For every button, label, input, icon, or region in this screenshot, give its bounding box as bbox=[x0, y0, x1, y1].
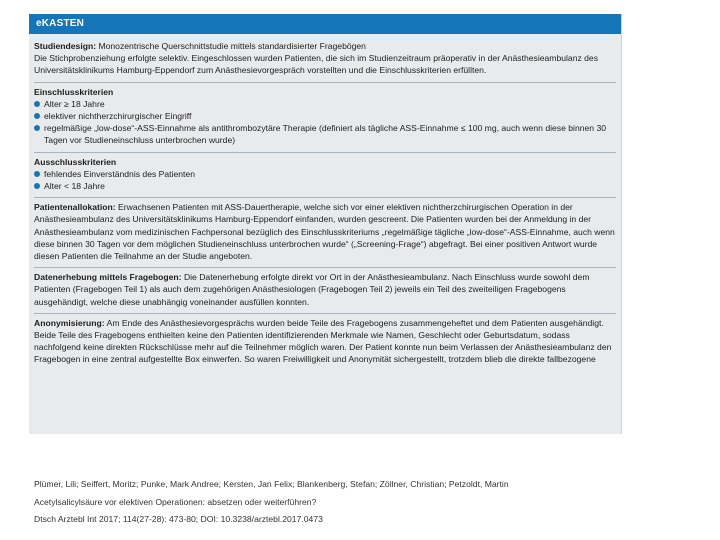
section-text: Erwachsenen Patienten mit ASS-Dauertherapie, welche sich vor einer elektiven nichtherzchirurgischen Operation in der Anästhesieambulanz des Universitätsklinikums Hamburg-Eppendorf einfanden, wurden gescreent. Die Patienten wurden bei der Anmeldung in der Anästhesieambulanz vom medizinischen Fachpersonal bezüglich des Einschlusskriteriums „regelmäßige tägliche „low-dose“-ASS-Einnahme, auch wenn diese binnen 30 Tagen vor dem möglichen Studieneinschluss unterbrochen wurde“ („Screening-Frage“) abgefragt. Bei einer positiven Antwort wurde diesen Patienten die Teilnahme an der Studie angeboten. bbox=[34, 202, 615, 262]
ekasten-body bbox=[29, 34, 621, 371]
list-item: regelmäßige „low-dose“-ASS-Einnahme als antithrombozytäre Therapie (definiert als tägliche ASS-Einnahme ≤ 100 mg, auch wenn diese binnen 30 Tagen vor Studieneinschluss unterbrochen wurde) bbox=[34, 122, 616, 146]
section-text: Monozentrische Querschnittstudie mittels standardisierter Fragebögen Die Stichprobenziehung erfolgte selektiv. Eingeschlossen wurden Patienten, die sich im Studienzeitraum präoperativ in der Anästhesieambulanz des Universitätsklinikums Hamburg-Eppendorf zum Anästhesievorgespräch vorstellten und die Einschlusskriterien erfüllten. bbox=[34, 41, 599, 76]
list-item: fehlendes Einverständnis des Patienten bbox=[34, 168, 616, 180]
citation bbox=[34, 476, 694, 529]
section-title: Patientenallokation: bbox=[34, 202, 116, 213]
ekasten-header: eKASTEN bbox=[29, 14, 621, 34]
section-patientenallokation bbox=[34, 198, 616, 268]
bullet-icon bbox=[34, 113, 40, 119]
section-einschlusskriterien bbox=[34, 83, 616, 153]
section-title: Anonymisierung: bbox=[34, 317, 105, 328]
section-title: Datenerhebung mittels Fragebogen: bbox=[34, 272, 182, 283]
list-item: Alter < 18 Jahre bbox=[34, 180, 616, 192]
citation-title: Acetylsalicylsäure vor elektiven Operationen: absetzen oder weiterführen? bbox=[34, 496, 317, 507]
bullet-list bbox=[34, 168, 616, 192]
ekasten-box bbox=[29, 14, 622, 434]
list-item: elektiver nichtherzchirurgischer Eingriff bbox=[34, 110, 616, 122]
bullet-icon bbox=[34, 171, 40, 177]
section-title: Einschlusskriterien bbox=[34, 86, 114, 97]
section-studiendesign bbox=[34, 37, 616, 83]
section-text: Am Ende des Anästhesievorgesprächs wurden beide Teile des Fragebogens zusammengeheftet und dem Patienten ausgehändigt. Beide Teile des Fragebogens enthielten keine den Patienten identifizierenden Merkmale wie Namen, Geschlecht oder Geburtsdatum, sodass nachfolgend keine direkten Rückschlüsse mehr auf die Teilnehmer möglich waren. Der Patient konnte nun beim Verlassen der Anästhesieambulanz den Fragebogen in eine zentral aufgestellte Box einwerfen. So waren Freiwilligkeit und Anonymität sichergestellt, trotzdem blieb die direkte fallbezogene bbox=[34, 317, 612, 365]
section-ausschlusskriterien bbox=[34, 153, 616, 199]
citation-authors: Plümer, Lili; Seiffert, Moritz; Punke, Mark Andree; Kersten, Jan Felix; Blankenberg, Stefan; Zöllner, Christian; Petzoldt, Martin bbox=[34, 479, 509, 489]
section-text: Die Datenerhebung erfolgte direkt vor Ort in der Anästhesieambulanz. Nach Einschluss wurde sowohl dem Patienten (Fragebogen Teil 1) als auch dem zugehörigen Anästhesiologen (Fragebogen Teil 2) jeweils ein Teil des zweiteiligen Fragebogens ausgehändigt, welche diese unabhängig voneinander ausfüllen konnten. bbox=[34, 272, 590, 307]
bullet-list bbox=[34, 98, 616, 147]
section-datenerhebung bbox=[34, 268, 616, 314]
bullet-icon bbox=[34, 125, 40, 131]
citation-source: Dtsch Arztebl Int 2017; 114(27-28): 473-80; DOI: 10.3238/arztebl.2017.0473 bbox=[34, 514, 323, 524]
section-title: Ausschlusskriterien bbox=[34, 156, 117, 167]
bullet-icon bbox=[34, 183, 40, 189]
section-title: Studiendesign: bbox=[34, 41, 97, 51]
bullet-icon bbox=[34, 101, 40, 107]
section-anonymisierung bbox=[34, 314, 616, 371]
list-item: Alter ≥ 18 Jahre bbox=[34, 98, 616, 110]
